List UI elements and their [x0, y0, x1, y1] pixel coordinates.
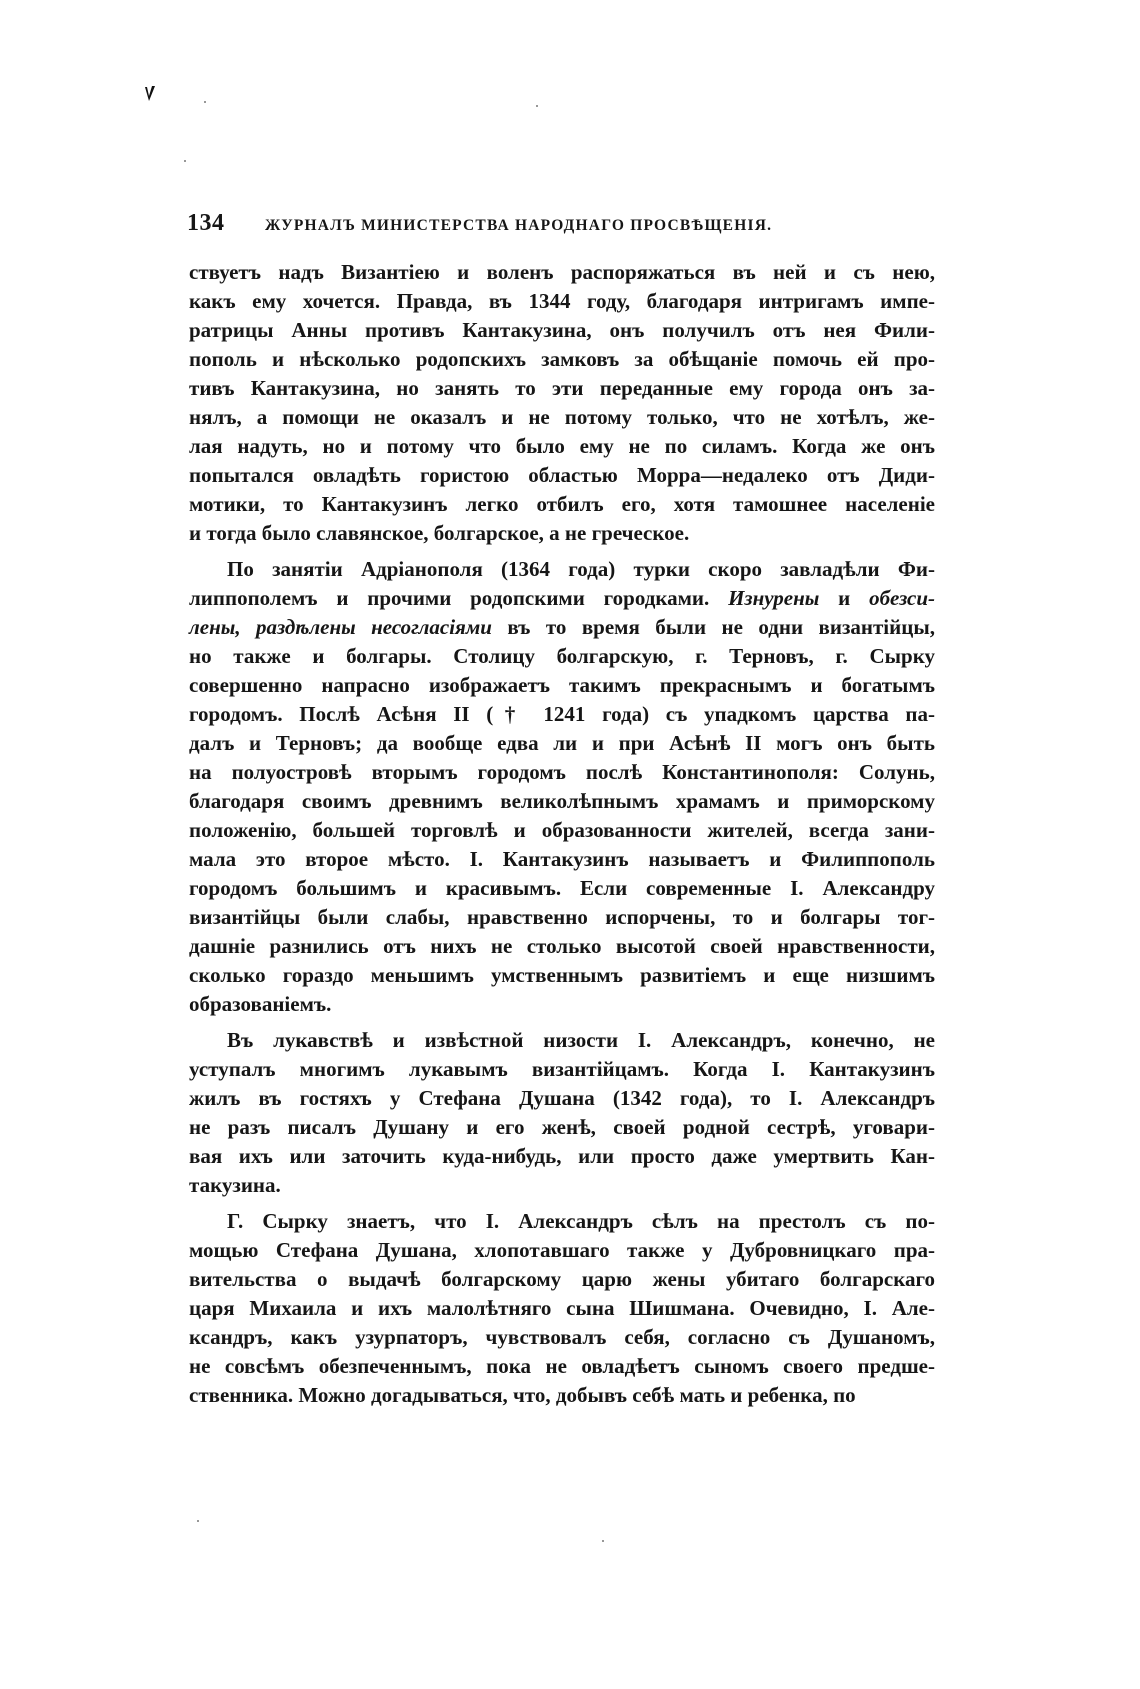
- text-line: [189, 1026, 935, 1055]
- text-line: [189, 700, 935, 729]
- text-line: [189, 642, 935, 671]
- text-segment: ратрицы Анны противъ Кантакузина, онъ получилъ отъ нея Фили-: [189, 318, 935, 342]
- text-segment: По занятіи Адріанополя (1364 года) турки скоро завладѣли Фи-: [227, 557, 935, 581]
- speck: [602, 1540, 604, 1542]
- text-segment: ственника. Можно догадываться, что, добывъ себѣ мать и ребенка, по: [189, 1383, 856, 1407]
- text-segment: въ то время были не одни византійцы,: [491, 615, 935, 639]
- text-line: [189, 519, 935, 548]
- paragraph: [189, 258, 935, 548]
- italic-text: Изнурены: [728, 586, 820, 610]
- text-line: [189, 903, 935, 932]
- speck: [184, 160, 186, 162]
- text-segment: липпополемъ и прочими родопскими городками.: [189, 586, 729, 610]
- text-line: [189, 374, 935, 403]
- text-segment: мала это второе мѣсто. І. Кантакузинъ называетъ и Филиппополь: [189, 847, 935, 871]
- text-segment: какъ ему хочется. Правда, въ 1344 году, благодаря интригамъ импе-: [189, 289, 935, 313]
- text-segment: и: [819, 586, 870, 610]
- ink-mark: [143, 84, 157, 104]
- text-line: [189, 932, 935, 961]
- text-line: [189, 990, 935, 1019]
- text-segment: положенію, большей торговлѣ и образованности жителей, всегда зани-: [189, 818, 935, 842]
- text-segment: жилъ въ гостяхъ у Стефана Душана (1342 года), то І. Александръ: [189, 1086, 935, 1110]
- page-number: 134: [187, 210, 225, 236]
- text-segment: благодаря своимъ древнимъ великолѣпнымъ храмамъ и приморскому: [189, 789, 935, 813]
- text-segment: ксандръ, какъ узурпаторъ, чувствовалъ себя, согласно съ Душаномъ,: [189, 1325, 935, 1349]
- text-line: [189, 787, 935, 816]
- text-segment: совершенно напрасно изображаетъ такимъ прекраснымъ и богатымъ: [189, 673, 935, 697]
- text-line: [189, 490, 935, 519]
- paragraph-gap: [189, 548, 935, 555]
- text-line: [189, 961, 935, 990]
- text-line: [189, 555, 935, 584]
- text-segment: не совсѣмъ обезпеченнымъ, пока не овладѣетъ сыномъ своего предше-: [189, 1354, 935, 1378]
- text-segment: пополь и нѣсколько родопскихъ замковъ за обѣщаніе помочь ей про-: [189, 347, 935, 371]
- text-segment: византійцы были слабы, нравственно испорчены, то и болгары тог-: [189, 905, 935, 929]
- text-segment: не разъ писалъ Душану и его женѣ, своей родной сестрѣ, уговари-: [189, 1115, 935, 1139]
- text-segment: такузина.: [189, 1173, 281, 1197]
- text-line: [189, 1055, 935, 1084]
- text-line: [189, 613, 935, 642]
- text-segment: Въ лукавствѣ и извѣстной низости І. Александръ, конечно, не: [227, 1028, 935, 1052]
- text-line: [189, 1207, 935, 1236]
- text-segment: ствуетъ надъ Византіею и воленъ распоряжаться въ ней и съ нею,: [189, 260, 935, 284]
- text-line: [189, 1294, 935, 1323]
- text-line: [189, 1323, 935, 1352]
- speck: [204, 101, 206, 103]
- text-line: [189, 671, 935, 700]
- text-line: [189, 584, 935, 613]
- text-line: [189, 403, 935, 432]
- italic-text: обезси-: [869, 586, 935, 610]
- text-line: [189, 1113, 935, 1142]
- text-line: [189, 1142, 935, 1171]
- speck: [197, 1520, 199, 1522]
- text-line: [189, 874, 935, 903]
- text-segment: мотики, то Кантакузинъ легко отбилъ его, хотя тамошнее населеніе: [189, 492, 935, 516]
- text-line: [189, 816, 935, 845]
- paragraph: [189, 1207, 935, 1410]
- text-segment: сколько гораздо меньшимъ умственнымъ развитіемъ и еще низшимъ: [189, 963, 935, 987]
- italic-text: лены, раздѣлены несогласіями: [189, 615, 492, 639]
- text-line: [189, 729, 935, 758]
- text-line: [189, 432, 935, 461]
- running-head: ЖУРНАЛЪ МИНИСТЕРСТВА НАРОДНАГО ПРОСВѢЩЕНІЯ.: [265, 217, 773, 234]
- text-segment: царя Михаила и ихъ малолѣтняго сына Шишмана. Очевидно, І. Але-: [189, 1296, 935, 1320]
- text-segment: вительства о выдачѣ болгарскому царю жены убитаго болгарскаго: [189, 1267, 935, 1291]
- speck: [536, 105, 538, 107]
- paragraph-gap: [189, 1019, 935, 1026]
- text-segment: но также и болгары. Столицу болгарскую, г. Терновъ, г. Сырку: [189, 644, 935, 668]
- text-segment: попытался овладѣть гористою областью Морра—недалеко отъ Диди-: [189, 463, 935, 487]
- text-segment: городомъ. Послѣ Асѣня II († 1241 года) съ упадкомъ царства па-: [189, 702, 935, 726]
- paragraph: [189, 1026, 935, 1200]
- text-segment: мощью Стефана Душана, хлопотавшаго также у Дубровницкаго пра-: [189, 1238, 935, 1262]
- body-text: [189, 258, 935, 1410]
- paragraph: [189, 555, 935, 1019]
- text-segment: городомъ большимъ и красивымъ. Если современные І. Александру: [189, 876, 935, 900]
- text-segment: образованіемъ.: [189, 992, 332, 1016]
- text-segment: и тогда было славянское, болгарское, а не греческое.: [189, 521, 690, 545]
- text-line: [189, 258, 935, 287]
- text-segment: уступалъ многимъ лукавымъ византійцамъ. Когда І. Кантакузинъ: [189, 1057, 935, 1081]
- text-segment: нялъ, а помощи не оказалъ и не потому только, что не хотѣлъ, же-: [189, 405, 935, 429]
- text-segment: тивъ Кантакузина, но занять то эти переданные ему города онъ за-: [189, 376, 935, 400]
- text-line: [189, 1265, 935, 1294]
- text-line: [189, 1352, 935, 1381]
- text-line: [189, 758, 935, 787]
- text-line: [189, 1236, 935, 1265]
- text-line: [189, 1171, 935, 1200]
- text-line: [189, 461, 935, 490]
- text-segment: вая ихъ или заточить куда-нибудь, или просто даже умертвить Кан-: [189, 1144, 935, 1168]
- text-line: [189, 345, 935, 374]
- text-segment: дашніе разнились отъ нихъ не столько высотой своей нравственности,: [189, 934, 935, 958]
- paragraph-gap: [189, 1200, 935, 1207]
- text-line: [189, 287, 935, 316]
- text-segment: далъ и Терновъ; да вообще едва ли и при Асѣнѣ II могъ онъ быть: [189, 731, 935, 755]
- text-segment: на полуостровѣ вторымъ городомъ послѣ Константинополя: Солунь,: [189, 760, 935, 784]
- page-header: [187, 210, 957, 240]
- text-line: [189, 316, 935, 345]
- text-segment: лая надуть, но и потому что было ему не по силамъ. Когда же онъ: [189, 434, 935, 458]
- text-segment: Г. Сырку знаетъ, что І. Александръ сѣлъ на престолъ съ по-: [227, 1209, 935, 1233]
- text-line: [189, 845, 935, 874]
- text-line: [189, 1381, 935, 1410]
- text-line: [189, 1084, 935, 1113]
